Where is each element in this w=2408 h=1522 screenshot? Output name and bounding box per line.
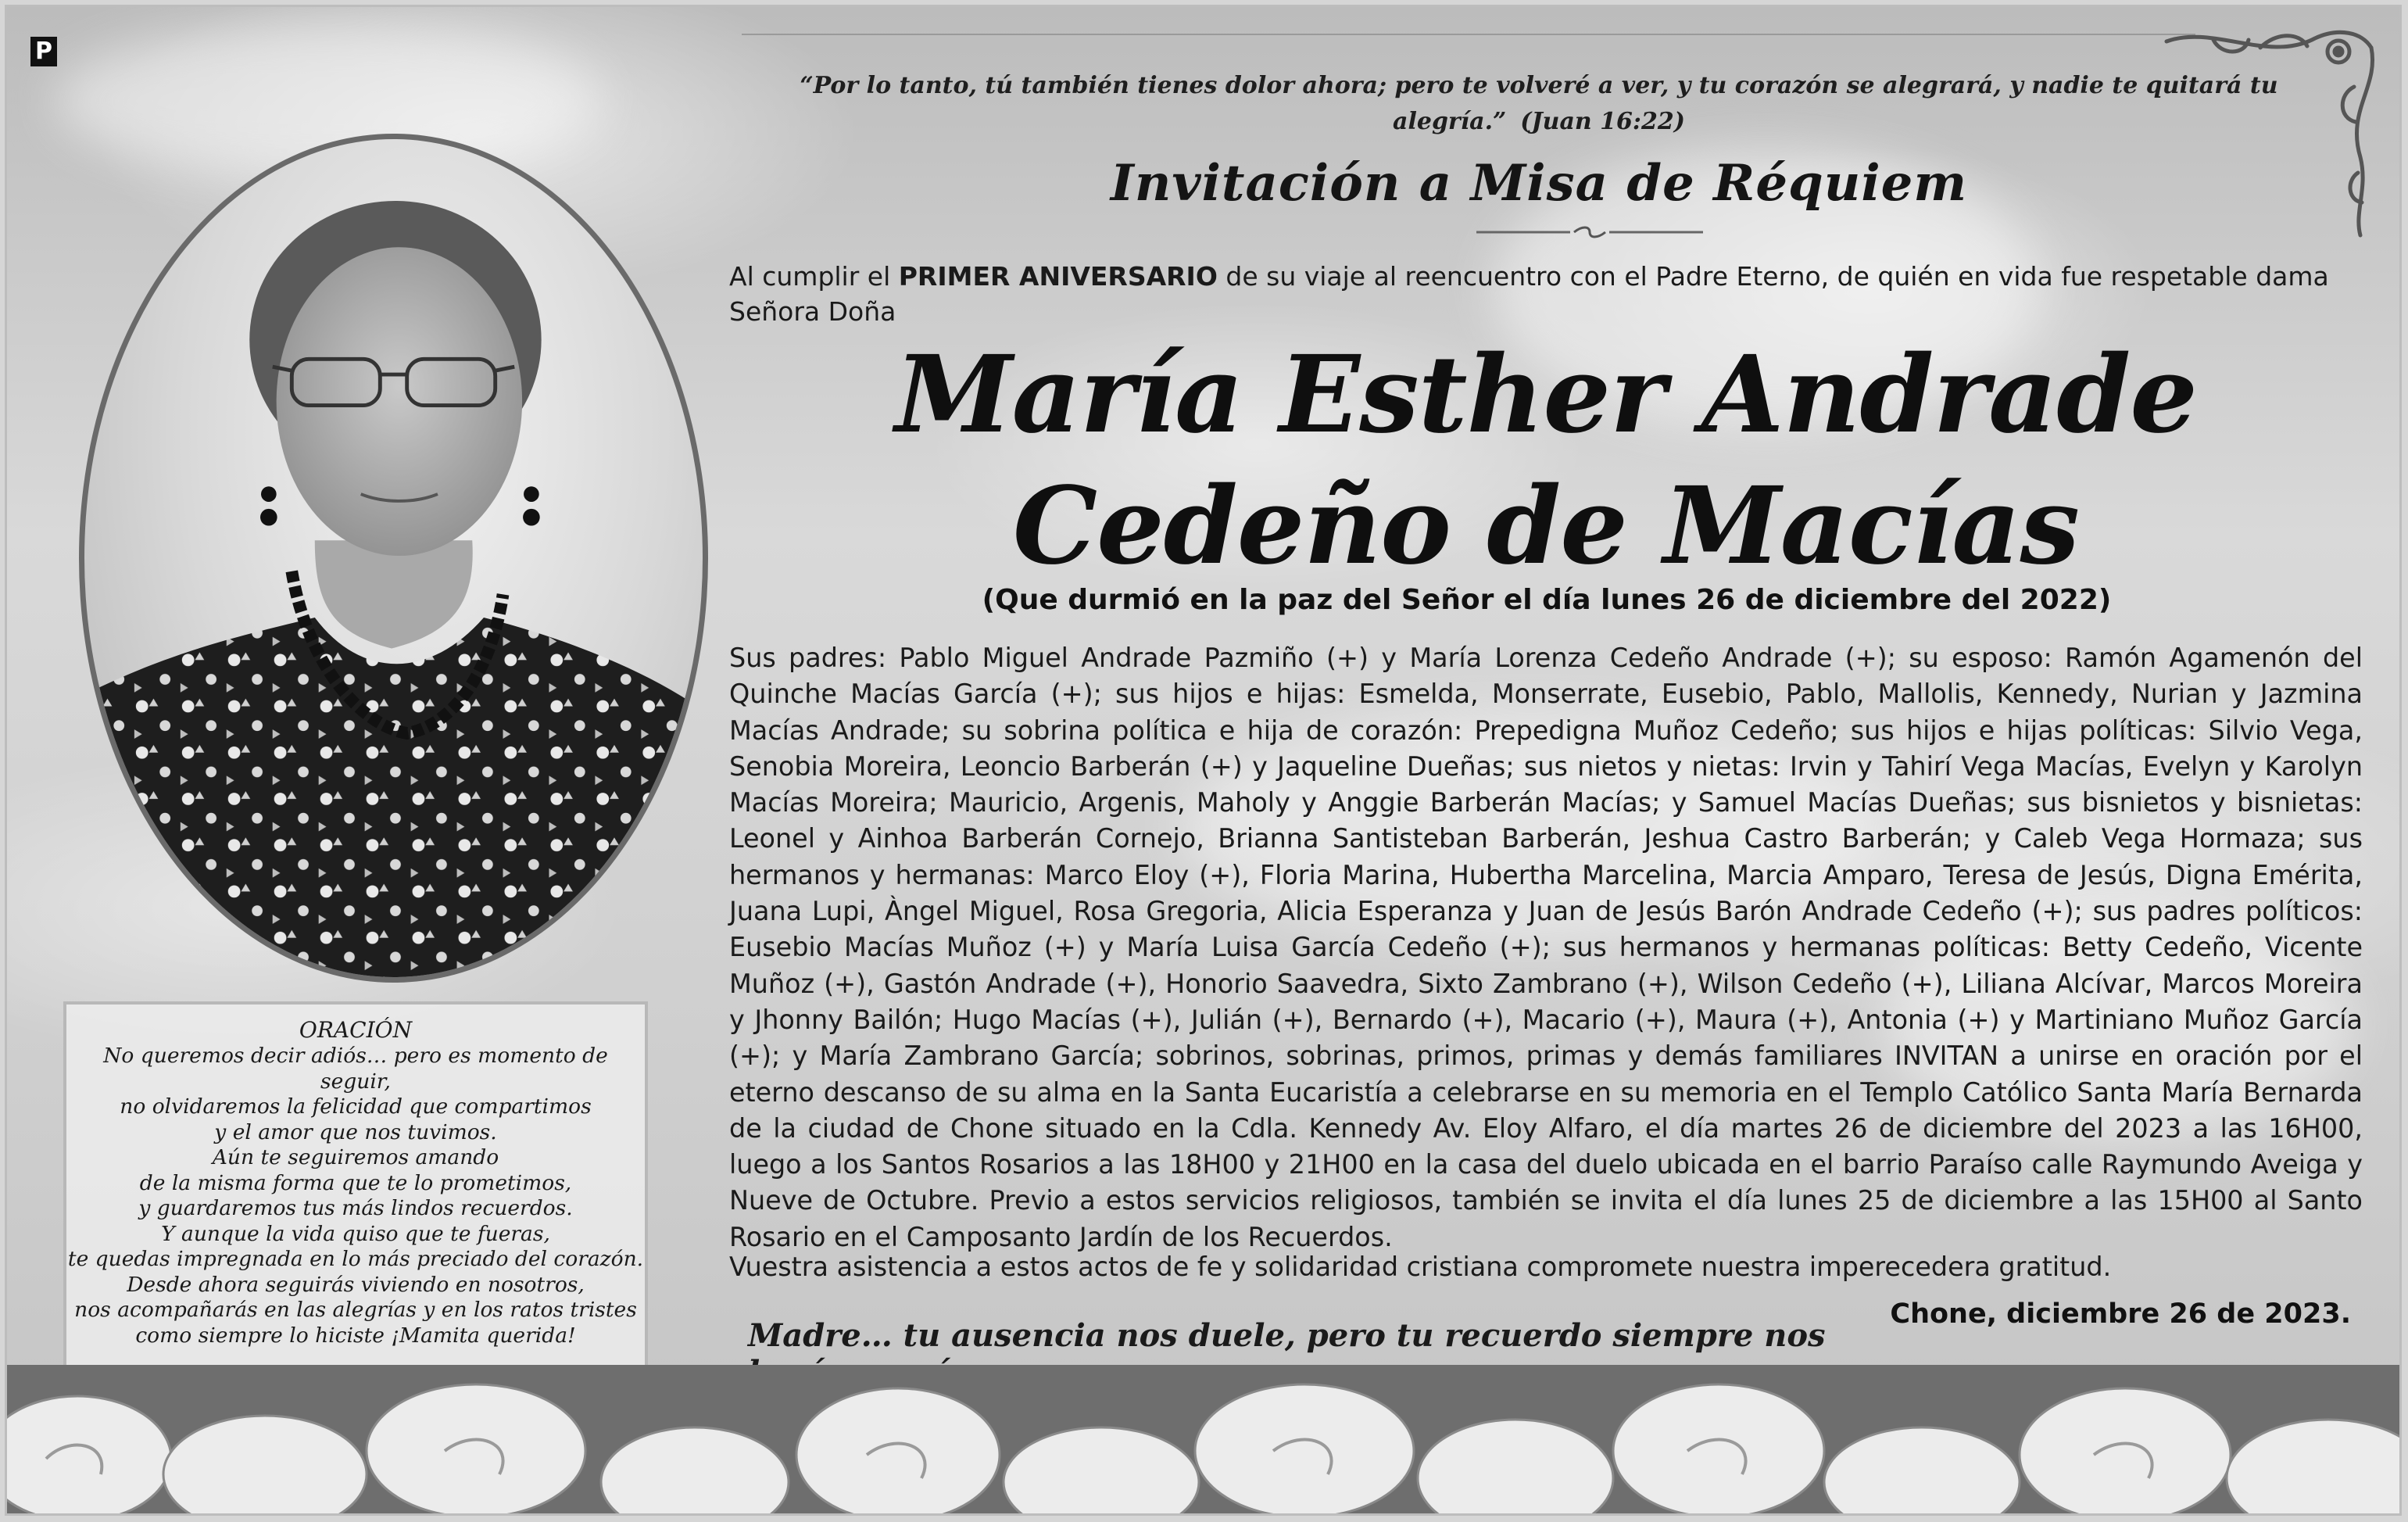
place-and-date: Chone, diciembre 26 de 2023. — [1890, 1298, 2351, 1330]
prayer-line: como siempre lo hiciste ¡Mamita querida! — [135, 1323, 576, 1348]
prayer-line: y guardaremos tus más lindos recuerdos. — [138, 1196, 573, 1220]
family-invitation-text: Sus padres: Pablo Miguel Andrade Pazmiño (+) y María Lorenza Cedeño Andrade (+); su esposo: Ramón Agamenón del Quinche Macías García (+); sus hijos e hijas: Esmelda, Monserrate, Eusebio, Pablo, Mallolis, Kennedy, Nurian y Jazmina Macías Andrade; su sobrina política e hija de corazón: Prepedigna Muñoz Cedeño; sus hijos e hijas políticas: Silvio Vega, Senobia Moreira, Leoncio Barberán (+) y Jaqueline Dueñas; sus nietos y nietas: Irvin y Tahirí Vega Macías, Evelyn y Karolyn Macías Moreira; Mauricio, Argenis, Maholy y Anggie Barberán Macías; y Samuel Macías Dueñas; sus bisnietos y bisnietas: Leonel y Ainhoa Barberán Cornejo, Brianna Santisteban Barberán, Jeshua Castro Barberán; y Caleb Vega Hormaza; sus hermanos y hermanas: Marco Eloy (+), Floria Marina, Hubertha Marcelina, Marcia Amparo, Teresa de Jesús, Digna Emérita, Juana Lupi, Àngel Miguel, Rosa Gregoria, Alicia Esperanza y Juan de Jesús Barón Andrade Cedeño (+); sus padres políticos: Eusebio Macías Muñoz (+) y María Luisa García Cedeño (+); sus hermanos y hermanas políticas: Betty Cedeño, Vicente Muñoz (+), Gastón Andrade (+), Honorio Saavedra, Sixto Zambrano (+), Wilson Cedeño (+), Liliana Alcívar, Marcos Moreira y Jhonny Bailón; Hugo Macías (+), Julián (+), Bernardo (+), Macario (+), Maura (+), Antonia (+) y Martiniano Muñoz García (+); y María Zambrano García; sobrinos, sobrinas, primos, primas y demás familiares INVITAN a unirse en oración por el eterno descanso de su alma en la Santa Eucaristía a celebrarse en su memoria en el Templo Católico Santa María Bernarda de la ciudad de Chone situado en la Cdla. Kennedy Av. Eloy Alfaro, el día martes 26 de diciembre del 2023 a las 16H00, luego a los Santos Rosarios a las 18H00 y 21H00 en la casa del duelo ubicada en el barrio Paraíso calle Raymundo Aveiga y Nueve de Octubre. Previo a estos servicios religiosos, también se invita el día lunes 25 de diciembre a las 15H00 al Santo Rosario en el Camposanto Jardín de los Recuerdos. — [729, 643, 2363, 1252]
gratitude-line: Vuestra asistencia a estos actos de fe y solidaridad cristiana compromete nuestra imperecedera gratitud. — [729, 1252, 2112, 1282]
bible-quote — [789, 68, 2289, 140]
name-line-2: Cedeño de Macías — [1012, 464, 2080, 589]
prayer-line: Aún te seguiremos amando — [212, 1145, 499, 1169]
prayer-line: y el amor que nos tuvimos. — [214, 1119, 497, 1144]
deceased-name — [729, 329, 2363, 592]
prayer-line: de la misma forma que te lo prometimos, — [139, 1170, 572, 1195]
top-rule — [742, 34, 2195, 35]
prayer-line: No queremos decir adiós… pero es momento de seguir, — [103, 1044, 608, 1094]
farewell-message: Madre… tu ausencia nos duele, pero tu recuerdo siempre nos — [748, 1317, 1826, 1354]
intro-paragraph — [729, 259, 2363, 329]
ornament-divider-icon — [1476, 226, 1703, 238]
quote-text: “Por lo tanto, tú también tienes dolor ahora; pero te volveré a ver, y tu corazón se alegrará, y nadie te quitará tu alegría.” — [800, 72, 2278, 135]
date-of-death-note: (Que durmió en la paz del Señor el día lunes 26 de diciembre del 2022) — [982, 584, 2112, 616]
white-roses-border — [7, 1365, 2402, 1513]
prayer-line: no olvidaremos la felicidad que compartimos — [120, 1094, 592, 1119]
prayer-title: ORACIÓN — [299, 1017, 413, 1043]
page-heading: Invitación a Misa de Réquiem — [1110, 154, 1968, 213]
prayer-box — [63, 1001, 648, 1392]
prayer-line: te quedas impregnada en lo más preciado del corazón. — [67, 1247, 644, 1271]
prayer-line: Y aunque la vida quiso que te fueras, — [161, 1221, 550, 1246]
intro-after: de su viaje al reencuentro con el Padre Eterno, de quién en vida fue respetable dama Señora Doña — [729, 261, 2329, 327]
prayer-line: nos acompañarás en las alegrías y en los ratos tristes — [74, 1298, 637, 1322]
prayer-line: Desde ahora seguirás viviendo en nosotros, — [127, 1272, 585, 1297]
name-line-1: María Esther Andrade — [895, 332, 2197, 457]
portrait-illustration — [84, 139, 703, 977]
quote-reference: (Juan 16:22) — [1520, 108, 1685, 135]
intro-before: Al cumplir el — [729, 261, 899, 292]
anniversary-highlight: PRIMER ANIVERSARIO — [898, 261, 1218, 292]
obituary-card — [5, 5, 2402, 1516]
publisher-badge: P — [30, 37, 57, 66]
portrait-photo — [79, 134, 708, 983]
